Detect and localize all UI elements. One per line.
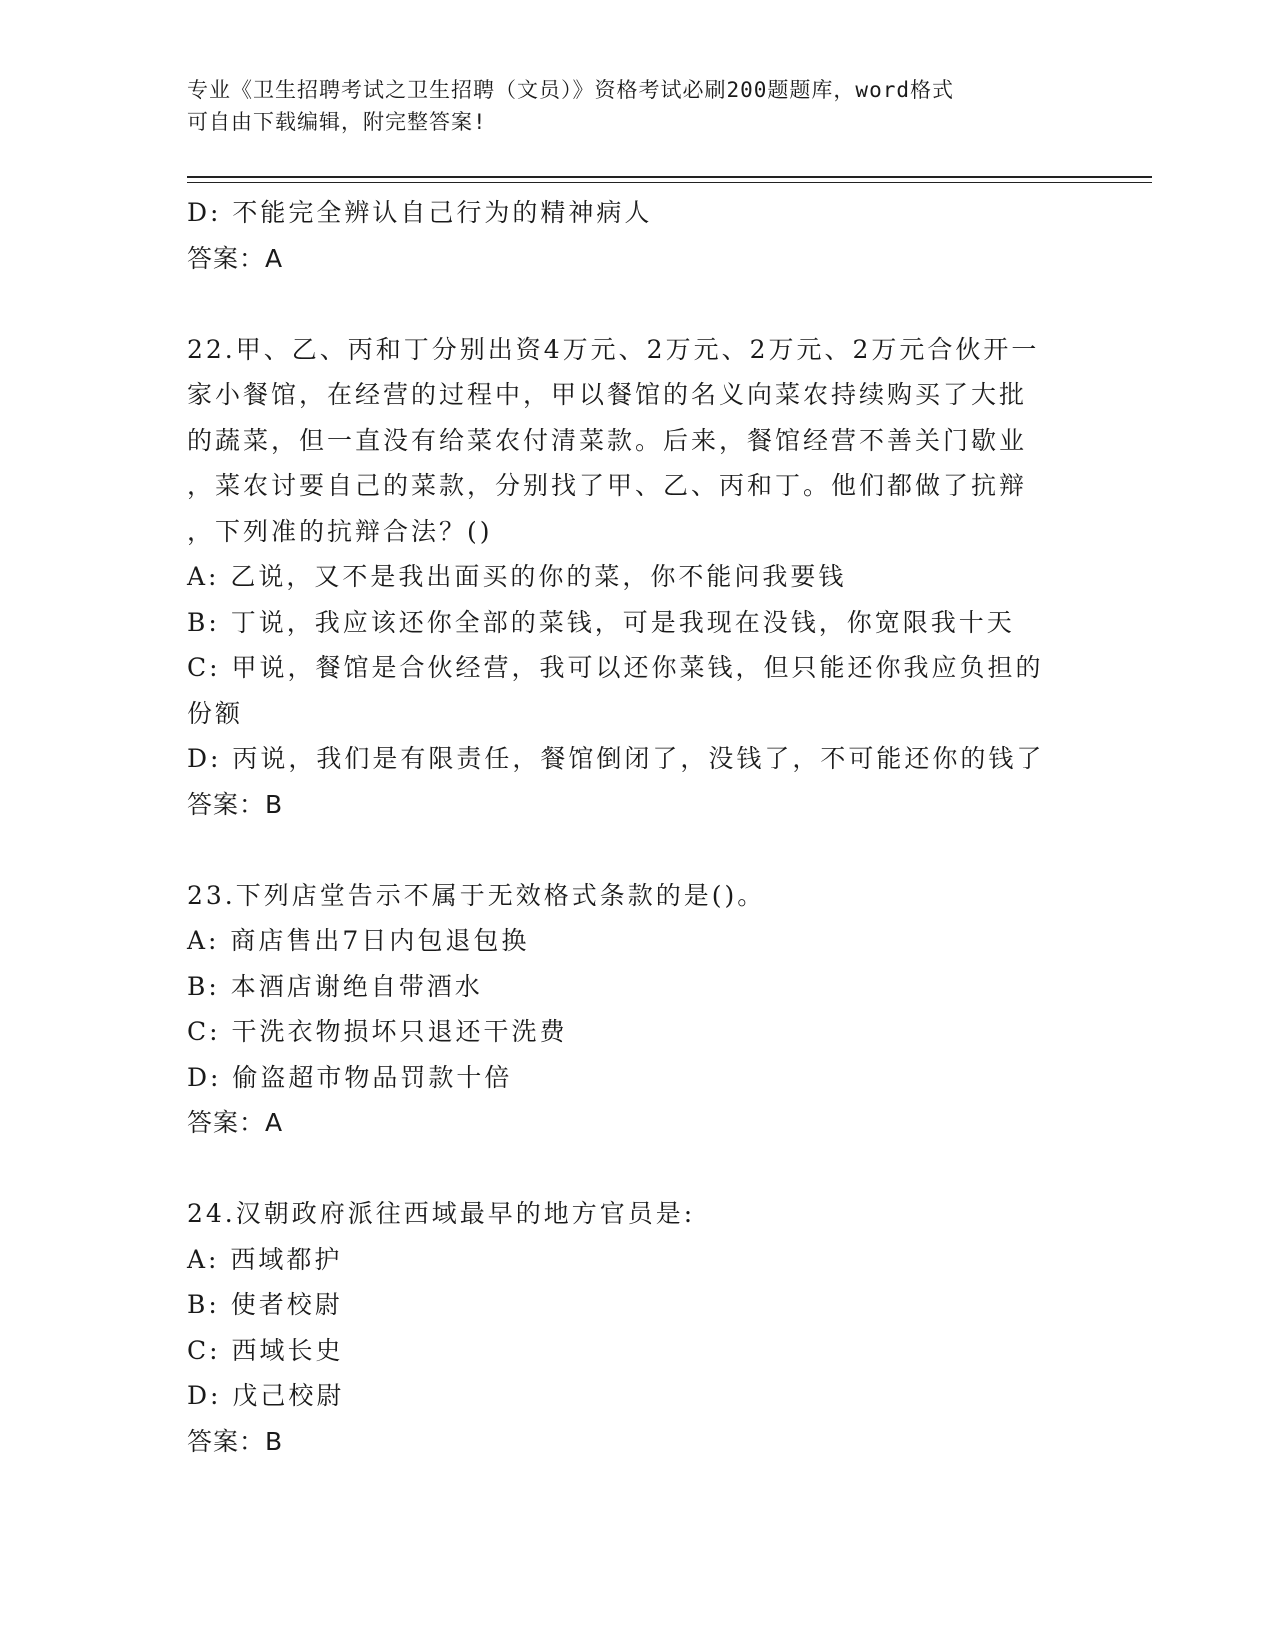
question-list (187, 190, 1087, 1464)
option-a: A: 西域都护 (187, 1244, 343, 1274)
answer-label: 答案：B (187, 789, 284, 819)
question-stem-line: ，下列准的抗辩合法？() (187, 516, 493, 546)
question-block-21 (187, 190, 1087, 281)
spacer (187, 827, 1087, 873)
answer-label: 答案：B (187, 1426, 284, 1456)
question-block-22 (187, 327, 1087, 828)
question-stem: 23.下列店堂告示不属于无效格式条款的是()。 (187, 880, 766, 910)
option-b: B: 丁说，我应该还你全部的菜钱，可是我现在没钱，你宽限我十天 (187, 607, 1015, 637)
option-c: C: 甲说，餐馆是合伙经营，我可以还你菜钱，但只能还你我应负担的 (187, 653, 1044, 682)
header-title-line-2: 可自由下载编辑，附完整答案! (187, 110, 487, 134)
option-c: C: 干洗衣物损坏只退还干洗费 (187, 1017, 568, 1046)
option-c-continued: 份额 (187, 698, 244, 728)
question-block-23 (187, 873, 1087, 1146)
answer-label: 答案：A (187, 1108, 284, 1137)
option-d: D: 偷盗超市物品罚款十倍 (187, 1062, 513, 1092)
option-b: B: 本酒店谢绝自带酒水 (187, 971, 483, 1001)
question-block-24 (187, 1191, 1087, 1464)
answer-label: 答案：A (187, 243, 284, 273)
question-stem: 24.汉朝政府派往西域最早的地方官员是: (187, 1199, 696, 1228)
option-b: B: 使者校尉 (187, 1290, 343, 1319)
question-stem-line: 的蔬菜，但一直没有给菜农付清菜款。后来，餐馆经营不善关门歇业 (187, 425, 1028, 455)
option-c: C: 西域长史 (187, 1335, 344, 1365)
option-d: D: 戊己校尉 (187, 1381, 345, 1410)
document-header (187, 74, 1087, 138)
header-title-line-1: 专业《卫生招聘考试之卫生招聘（文员）》资格考试必刷200题题库，word格式 (187, 78, 954, 102)
question-stem-line: ，菜农讨要自己的菜款，分别找了甲、乙、丙和丁。他们都做了抗辩 (187, 471, 1028, 500)
spacer (187, 1146, 1087, 1192)
question-stem-line: 22.甲、乙、丙和丁分别出资4万元、2万元、2万元、2万元合伙开一 (187, 334, 1040, 364)
question-stem-line: 家小餐馆，在经营的过程中，甲以餐馆的名义向菜农持续购买了大批 (187, 380, 1028, 409)
header-divider-thick (187, 176, 1152, 178)
spacer (187, 281, 1087, 327)
option-a: A: 商店售出7日内包退包换 (187, 926, 530, 955)
option-a: A: 乙说，又不是我出面买的你的菜，你不能问我要钱 (187, 562, 847, 591)
header-divider-thin (187, 182, 1152, 183)
option-d: D: 丙说，我们是有限责任，餐馆倒闭了，没钱了，不可能还你的钱了 (187, 744, 1045, 773)
option-d: D: 不能完全辨认自己行为的精神病人 (187, 198, 653, 227)
